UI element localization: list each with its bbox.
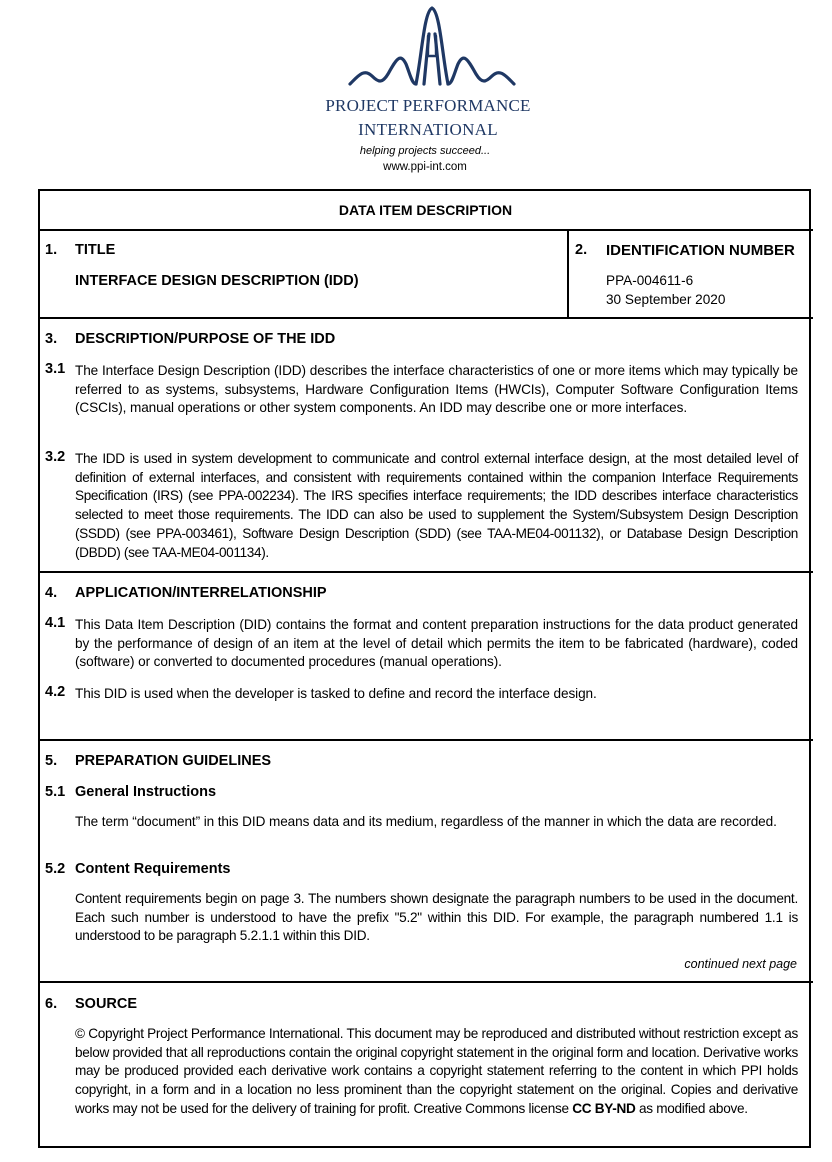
divider — [38, 571, 813, 573]
subsection-5-2-heading: Content Requirements — [75, 861, 231, 877]
subsection-5-2-number: 5.2 — [45, 861, 66, 877]
document-id: PPA-004611-6 — [606, 273, 694, 288]
tagline: helping projects succeed... — [359, 145, 491, 157]
ppi-wave-logo-icon — [344, 4, 520, 92]
section-4-heading: APPLICATION/INTERRELATIONSHIP — [75, 585, 327, 601]
copyright-statement — [75, 1025, 798, 1119]
document-title: INTERFACE DESIGN DESCRIPTION (IDD) — [75, 273, 359, 289]
paragraph-3-1: The Interface Design Description (IDD) describes the interface characteristics of one or more items which may typically be referred to as systems, subsystems, Hardware Configuration Items (HWCIs), Computer Software Configuration Items (CSCIs), manual operations or other system components. An IDD may describe one or more interfaces. — [75, 363, 798, 416]
document-type-banner: DATA ITEM DESCRIPTION — [338, 202, 513, 218]
subsection-5-1-heading: General Instructions — [75, 784, 217, 800]
paragraph-3-2: The IDD is used in system development to communicate and control external interface design, at the most detailed level of definition of external interfaces, and consistent with requirements contained within the companion Interface Requirements Specification (IRS) (see PPA-002234). The IRS specifies interface requirements; the IDD describes interface characteristics selected to meet those requirements. The IDD can also be used to supplement the System/Subsystem Design Description (SSDD) (see PPA-003461), Software Design Description (SDD) (see TAA-ME04-001132), or Database Design Description (DBDD) (see TAA-ME04-001134). — [75, 451, 798, 560]
paragraph-4-2: This DID is used when the developer is tasked to define and record the interface design. — [75, 686, 597, 701]
brand-name-line2: INTERNATIONAL — [358, 120, 498, 139]
divider — [38, 229, 813, 231]
section-4-number: 4. — [45, 585, 58, 601]
subsection-5-1-text: The term “document” in this DID means data and its medium, regardless of the manner in which the data are recorded. — [75, 814, 777, 829]
id-number-label: IDENTIFICATION NUMBER — [606, 242, 795, 259]
paragraph-3-1-number: 3.1 — [45, 361, 66, 377]
section-5-number: 5. — [45, 753, 58, 769]
divider — [567, 229, 569, 318]
title-label: TITLE — [75, 242, 116, 258]
license-name: CC BY-ND — [572, 1100, 636, 1116]
copyright-text: © Copyright Project Performance International. This document may be reproduced and distributed without restriction except as below provided that all reproductions contain the original copyright statement in the original form and location. Derivative works may be produced provided each derivative work contains a copyright statement referring to the content in which PPI holds copyright, in a form and in a location no less prominent than the copyright statement on the original. Copies and derivative works may not be used for the delivery of training for profit. Creative Commons license — [75, 1026, 798, 1116]
paragraph-4-2-number: 4.2 — [45, 684, 66, 700]
section-3-number: 3. — [45, 331, 58, 347]
paragraph-4-1: This Data Item Description (DID) contains the format and content preparation instructions for the data product generated by the performance of design of an item at the level of detail which permits the item to be fabricated (hardware), coded (software) or converted to documented procedures (manual operations). — [75, 617, 798, 670]
id-number-label-number: 2. — [575, 242, 588, 258]
title-number: 1. — [45, 242, 58, 258]
divider — [38, 981, 813, 983]
paragraph-3-2-number: 3.2 — [45, 449, 66, 465]
subsection-5-2-text: Content requirements begin on page 3. The numbers shown designate the paragraph numbers to be used in the document. Each such number is understood to have the prefix "5.2" within this DID. For example, the paragraph numbered 1.1 is understood to be paragraph 5.2.1.1 within this DID. — [75, 891, 798, 944]
website-link[interactable]: www.ppi-int.com — [383, 161, 467, 173]
paragraph-4-1-number: 4.1 — [45, 615, 66, 631]
section-3-heading: DESCRIPTION/PURPOSE OF THE IDD — [75, 331, 336, 347]
section-6-number: 6. — [45, 996, 58, 1012]
section-5-heading: PREPARATION GUIDELINES — [75, 753, 272, 769]
copyright-text-end: as modified above. — [635, 1100, 748, 1116]
divider — [38, 739, 813, 741]
divider — [38, 317, 813, 319]
document-date: 30 September 2020 — [606, 292, 726, 307]
subsection-5-1-number: 5.1 — [45, 784, 66, 800]
continued-note: continued next page — [684, 957, 797, 971]
brand-name-line1: PROJECT PERFORMANCE — [325, 96, 531, 115]
section-6-heading: SOURCE — [75, 996, 138, 1012]
